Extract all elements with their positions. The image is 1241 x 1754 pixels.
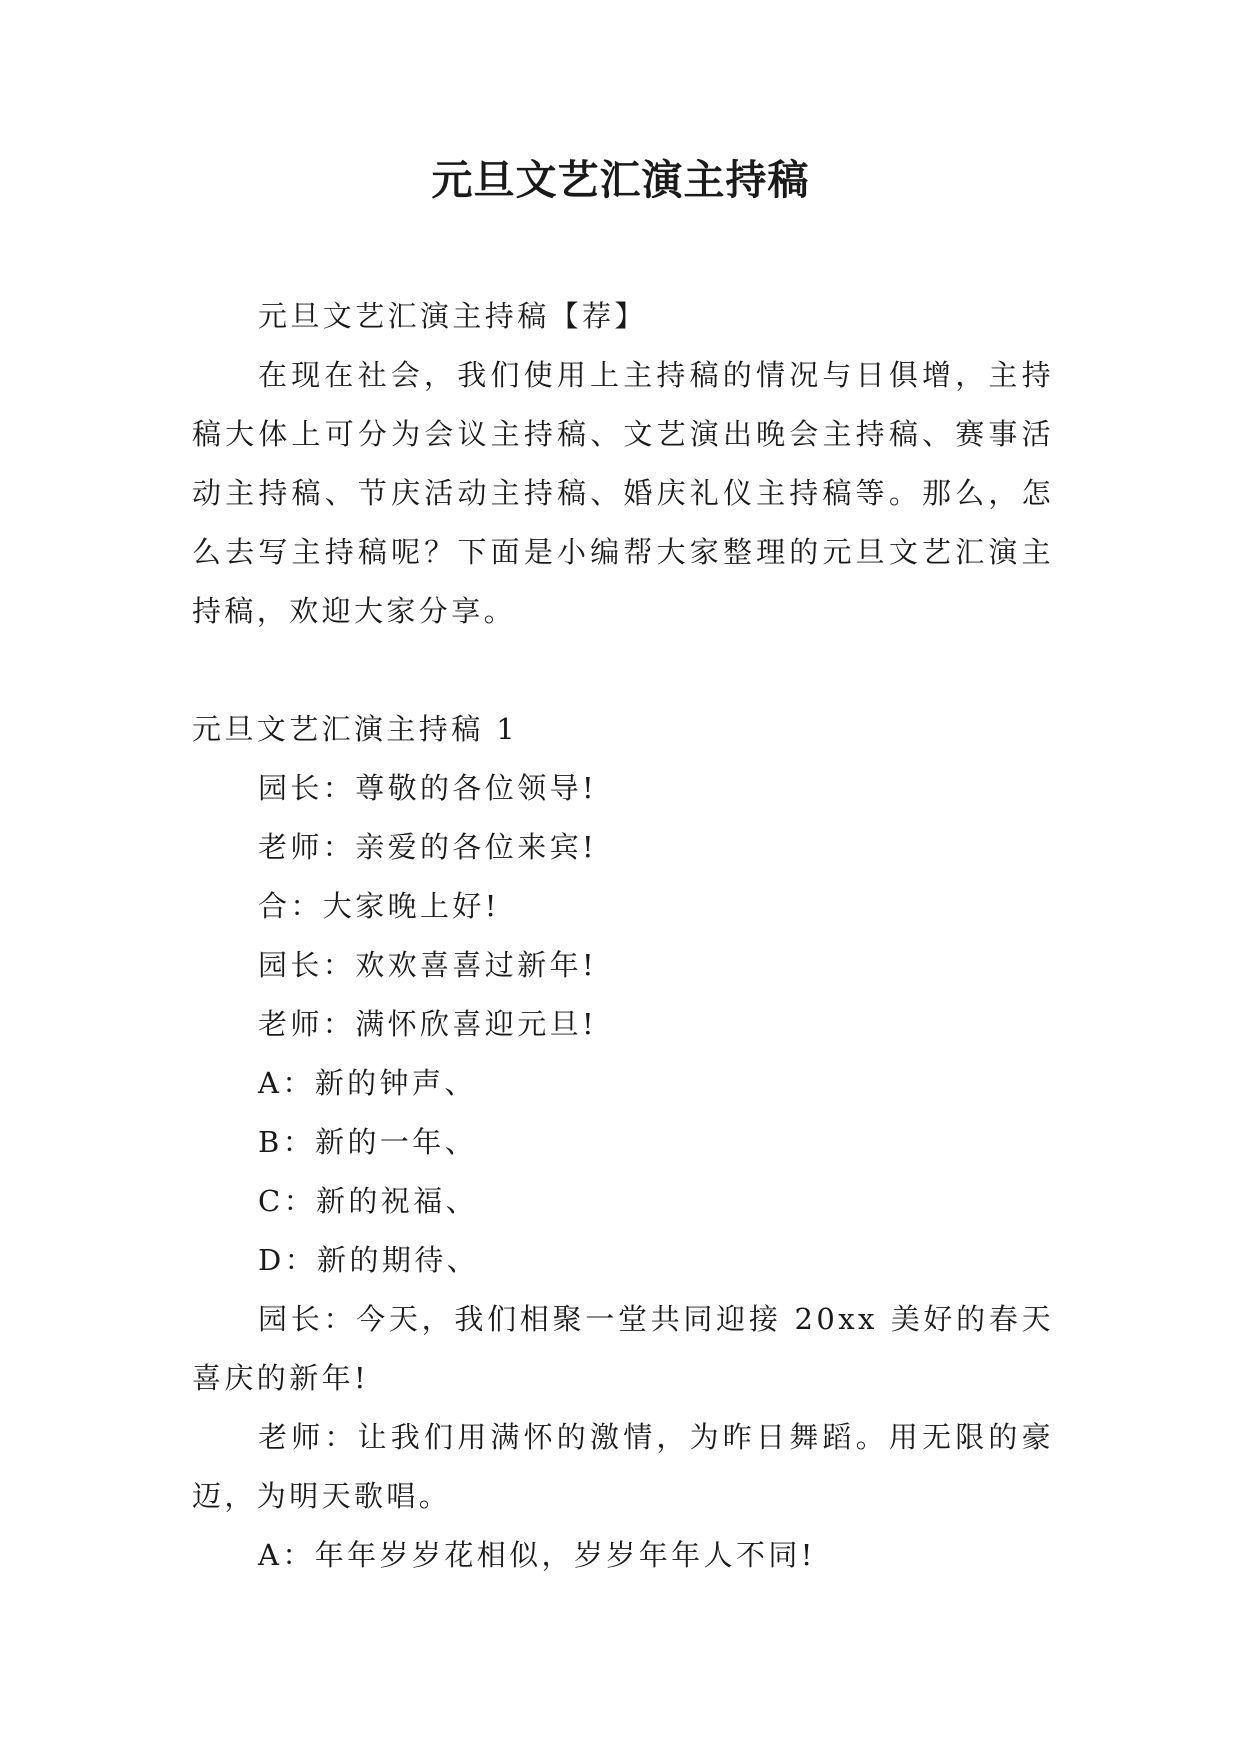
script-line: 老师：让我们用满怀的激情，为昨日舞蹈。用无限的豪迈，为明天歌唱。	[192, 1420, 1054, 1513]
script-line: C：新的祝福、	[258, 1184, 478, 1218]
script-line: 园长：欢欢喜喜过新年!	[258, 948, 598, 982]
script-line: A：年年岁岁花相似，岁岁年年人不同!	[258, 1538, 816, 1572]
script-line: 园长：今天，我们相聚一堂共同迎接 20xx 美好的春天喜庆的新年!	[192, 1302, 1054, 1395]
script-line: B：新的一年、	[258, 1125, 478, 1159]
document-subtitle: 元旦文艺汇演主持稿【荐】	[258, 299, 647, 333]
script-line: 老师：满怀欣喜迎元旦!	[258, 1007, 598, 1041]
script-line: 老师：亲爱的各位来宾!	[258, 830, 598, 864]
document-body	[192, 287, 1054, 1585]
section-heading: 元旦文艺汇演主持稿 1	[192, 712, 519, 746]
document-title: 元旦文艺汇演主持稿	[431, 156, 810, 204]
script-line: A：新的钟声、	[258, 1066, 477, 1100]
script-line: D：新的期待、	[258, 1243, 480, 1277]
script-line: 园长：尊敬的各位领导!	[258, 771, 598, 805]
intro-paragraph: 在现在社会，我们使用上主持稿的情况与日俱增，主持稿大体上可分为会议主持稿、文艺演出晚会主持稿、赛事活动主持稿、节庆活动主持稿、婚庆礼仪主持稿等。那么，怎么去写主持稿呢？下面是小编帮大家整理的元旦文艺汇演主持稿，欢迎大家分享。	[192, 358, 1054, 628]
script-line: 合：大家晚上好!	[258, 889, 500, 923]
